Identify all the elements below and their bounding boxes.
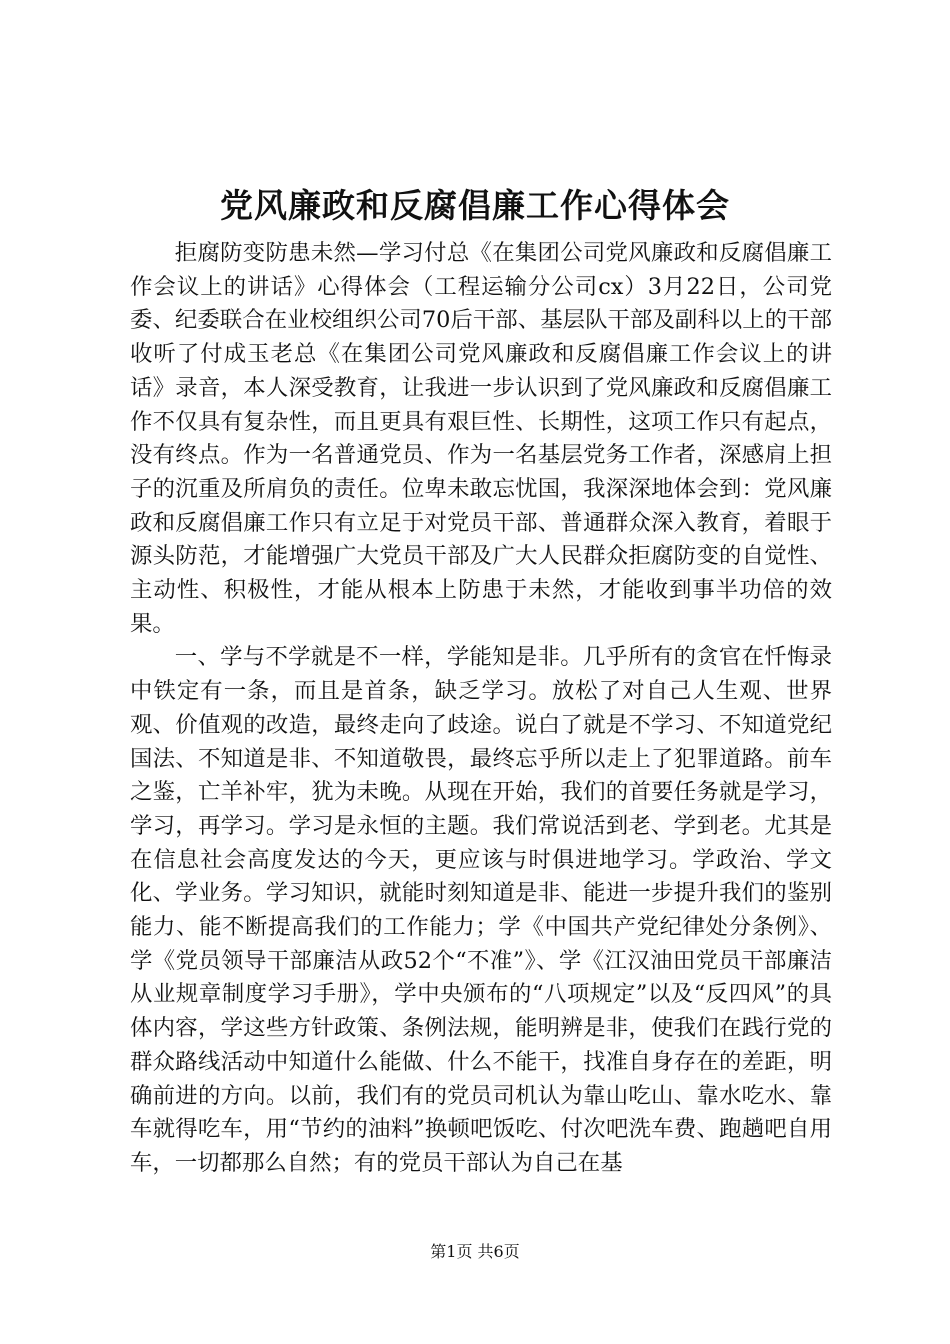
paragraph-section-one: 一、学与不学就是不一样，学能知是非。几乎所有的贪官在忏悔录中铁定有一条，而且是首条，缺乏学习。放松了对自己人生观、世界观、价值观的改造，最终走向了歧途。说白了就是不学习、不知道党纪国法、不知道是非、不知道敬畏，最终忘乎所以走上了犯罪道路。前车之鉴，亡羊补牢，犹为未晚。从现在开始，我们的首要任务就是学习，学习，再学习。学习是永恒的主题。我们常说活到老、学到老。尤其是在信息社会高度发达的今天，更应该与时俱进地学习。学政治、学文化、学业务。学习知识，就能时刻知道是非、能进一步提升我们的鉴别能力、能不断提高我们的工作能力；学《中国共产党纪律处分条例》、学《党员领导干部廉洁从政52个“不准”》、学《江汉油田党员干部廉洁从业规章制度学习手册》，学中央颁布的“八项规定”以及“反四风”的具体内容，学这些方针政策、条例法规，能明辨是非，使我们在践行党的群众路线活动中知道什么能做、什么不能干，找准自身存在的差距，明确前进的方向。以前，我们有的党员司机认为靠山吃山、靠水吃水、靠车就得吃车，用“节约的油料”换顿吧饭吃、付次吧洗车费、跑趟吧自用车，一切都那么自然；有的党员干部认为自己在基 — [130, 644, 832, 1176]
document-body — [130, 237, 832, 1181]
document-title: 党风廉政和反腐倡廉工作心得体会 — [220, 186, 730, 225]
paragraph-intro: 拒腐防变防患未然—学习付总《在集团公司党风廉政和反腐倡廉工作会议上的讲话》心得体会（工程运输分公司cx）3月22日，公司党委、纪委联合在业校组织公司70后干部、基层队干部及副科以上的干部收听了付成玉老总《在集团公司党风廉政和反腐倡廉工作会议上的讲话》录音，本人深受教育，让我进一步认识到了党风廉政和反腐倡廉工作不仅具有复杂性，而且更具有艰巨性、长期性，这项工作只有起点，没有终点。作为一名普通党员、作为一名基层党务工作者，深感肩上担子的沉重及所肩负的责任。位卑未敢忘忧国，我深深地体会到：党风廉政和反腐倡廉工作只有立足于对党员干部、普通群众深入教育，着眼于源头防范，才能增强广大党员干部及广大人民群众拒腐防变的自觉性、主动性、积极性，才能从根本上防患于未然，才能收到事半功倍的效果。 — [130, 240, 832, 637]
page-footer: 第1页 共6页 — [430, 1242, 520, 1261]
